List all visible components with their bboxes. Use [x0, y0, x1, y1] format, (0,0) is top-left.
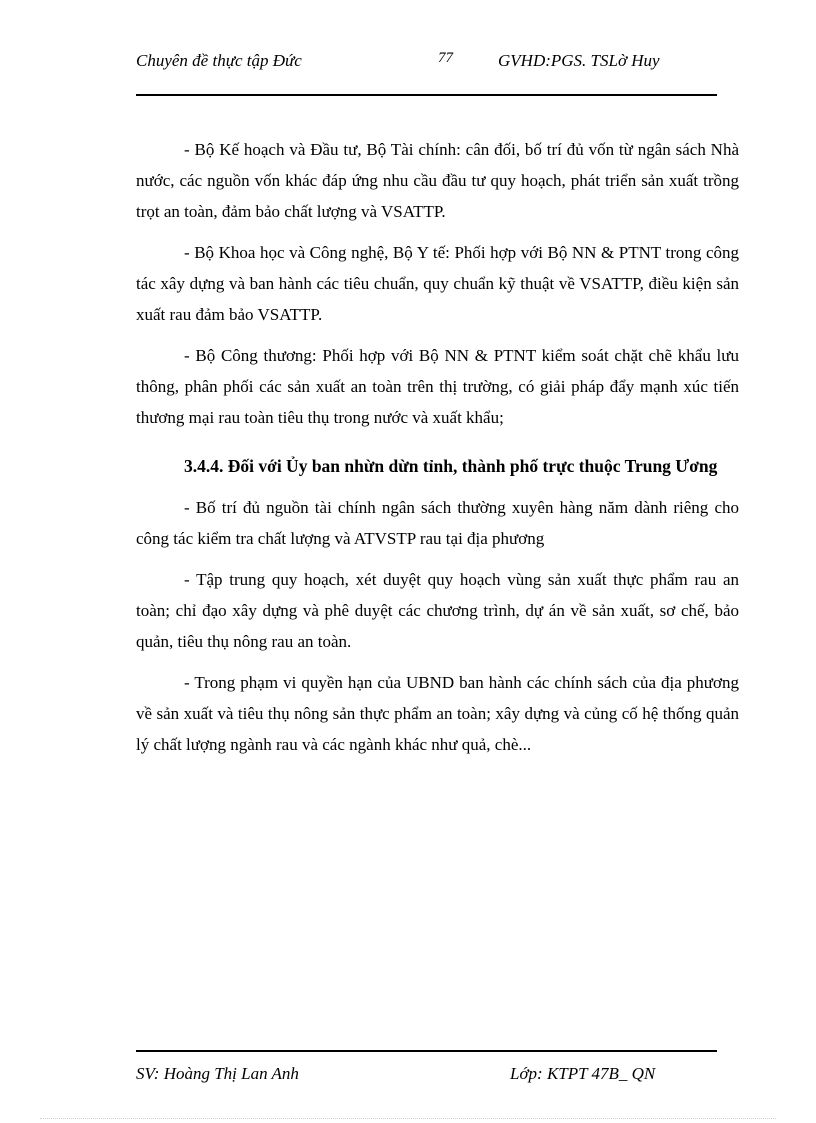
paragraph-ministry-trade: - Bộ Công thương: Phối hợp với Bộ NN & PTNT kiểm soát chặt chẽ khẩu lưu thông, phân phối các sản xuất an toàn trên thị trường, có giải pháp đẩy mạnh xúc tiến thương mại rau toàn tiêu thụ trong nước và xuất khẩu; — [136, 346, 739, 427]
paragraph-ministry-planning: - Bộ Kế hoạch và Đầu tư, Bộ Tài chính: cân đối, bố trí đủ vốn từ ngân sách Nhà nước, các nguồn vốn khác đáp ứng nhu cầu đầu tư quy hoạch, phát triển sản xuất trồng trọt an toàn, đảm bảo chất lượng và VSATTP. — [136, 140, 739, 221]
page-edge-dotted-line — [40, 1118, 776, 1119]
page-header — [136, 48, 717, 96]
page-number: 77 — [438, 50, 453, 66]
paragraph-planning: - Tập trung quy hoạch, xét duyệt quy hoạch vùng sản xuất thực phẩm rau an toàn; chỉ đạo xây dựng và phê duyệt các chương trình, dự án về sản xuất, sơ chế, bảo quản, tiêu thụ nông rau an toàn. — [136, 570, 739, 651]
section-heading-3-4-4: 3.4.4. Đối với Ủy ban nhừn dừn tỉnh, thành phố trực thuộc Trung Ương — [184, 456, 718, 476]
page-body — [136, 134, 739, 770]
paragraph-ministry-science-health: - Bộ Khoa học và Công nghệ, Bộ Y tế: Phối hợp với Bộ NN & PTNT trong công tác xây dựng và ban hành các tiêu chuẩn, quy chuẩn kỹ thuật về VSATTP, điều kiện sản xuất rau đảm bảo VSATTP. — [136, 243, 739, 324]
footer-class: Lớp: KTPT 47B_ QN — [510, 1064, 656, 1083]
paragraph-policy: - Trong phạm vi quyền hạn của UBND ban hành các chính sách của địa phương về sản xuất và tiêu thụ nông sản thực phẩm an toàn; xây dựng và củng cố hệ thống quản lý chất lượng ngành rau và các ngành khác như quả, chè... — [136, 673, 739, 754]
header-supervisor: GVHD:PGS. TSLờ Huy — [498, 51, 660, 70]
header-document-type: Chuyên đề thực tập Đức — [136, 51, 302, 70]
paragraph-budget: - Bố trí đủ nguồn tài chính ngân sách thường xuyên hàng năm dành riêng cho công tác kiểm tra chất lượng và ATVSTP rau tại địa phương — [136, 498, 739, 548]
footer-student-name: SV: Hoàng Thị Lan Anh — [136, 1064, 299, 1083]
page-footer — [136, 1050, 717, 1083]
